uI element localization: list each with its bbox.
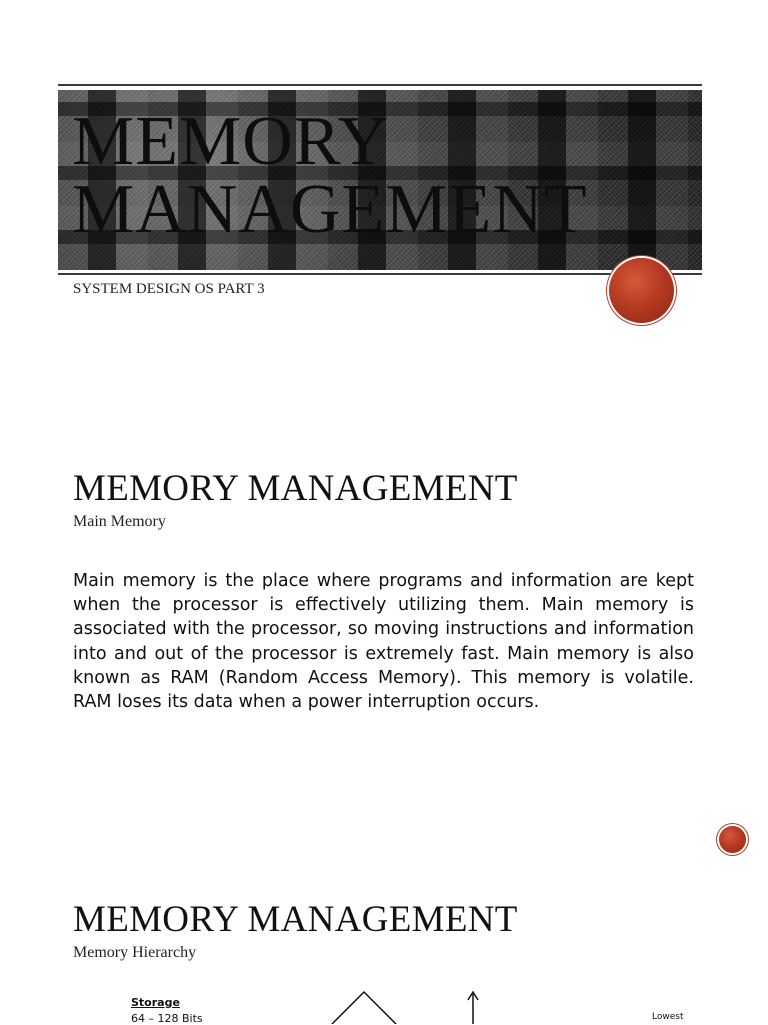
- banner-top-rule: [58, 84, 702, 86]
- section-heading: MEMORY MANAGEMENT: [73, 468, 518, 509]
- accent-circle-small: [719, 826, 746, 853]
- accent-circle: [609, 258, 674, 323]
- slide-title: [72, 103, 692, 248]
- banner-bottom-rule: [58, 273, 702, 275]
- pyramid-outline: [332, 992, 396, 1024]
- memory-hierarchy-diagram: [320, 988, 500, 1024]
- main-memory-paragraph: Main memory is the place where programs and information are kept when the processor is effectively utilizing them. Main memory is associated with the processor, so moving instructions and information into and out of the processor is extremely fast. Main memory is also known as RAM (Random Access Memory). This memory is volatile. RAM loses its data when a power interruption occurs.: [73, 571, 694, 713]
- section-heading-2: MEMORY MANAGEMENT: [73, 899, 518, 940]
- section-subheading-2: Memory Hierarchy: [73, 944, 197, 961]
- section-subheading: Main Memory: [73, 513, 166, 530]
- lowest-label: Lowest: [652, 1012, 684, 1022]
- storage-label: Storage: [131, 996, 180, 1009]
- slide-title-line1: MEMORY: [72, 103, 390, 180]
- storage-bits: 64 – 128 Bits: [131, 1012, 203, 1025]
- slide-title-line2: MANAGEMENT: [72, 171, 588, 248]
- slide-subtitle: SYSTEM DESIGN OS PART 3: [73, 281, 265, 297]
